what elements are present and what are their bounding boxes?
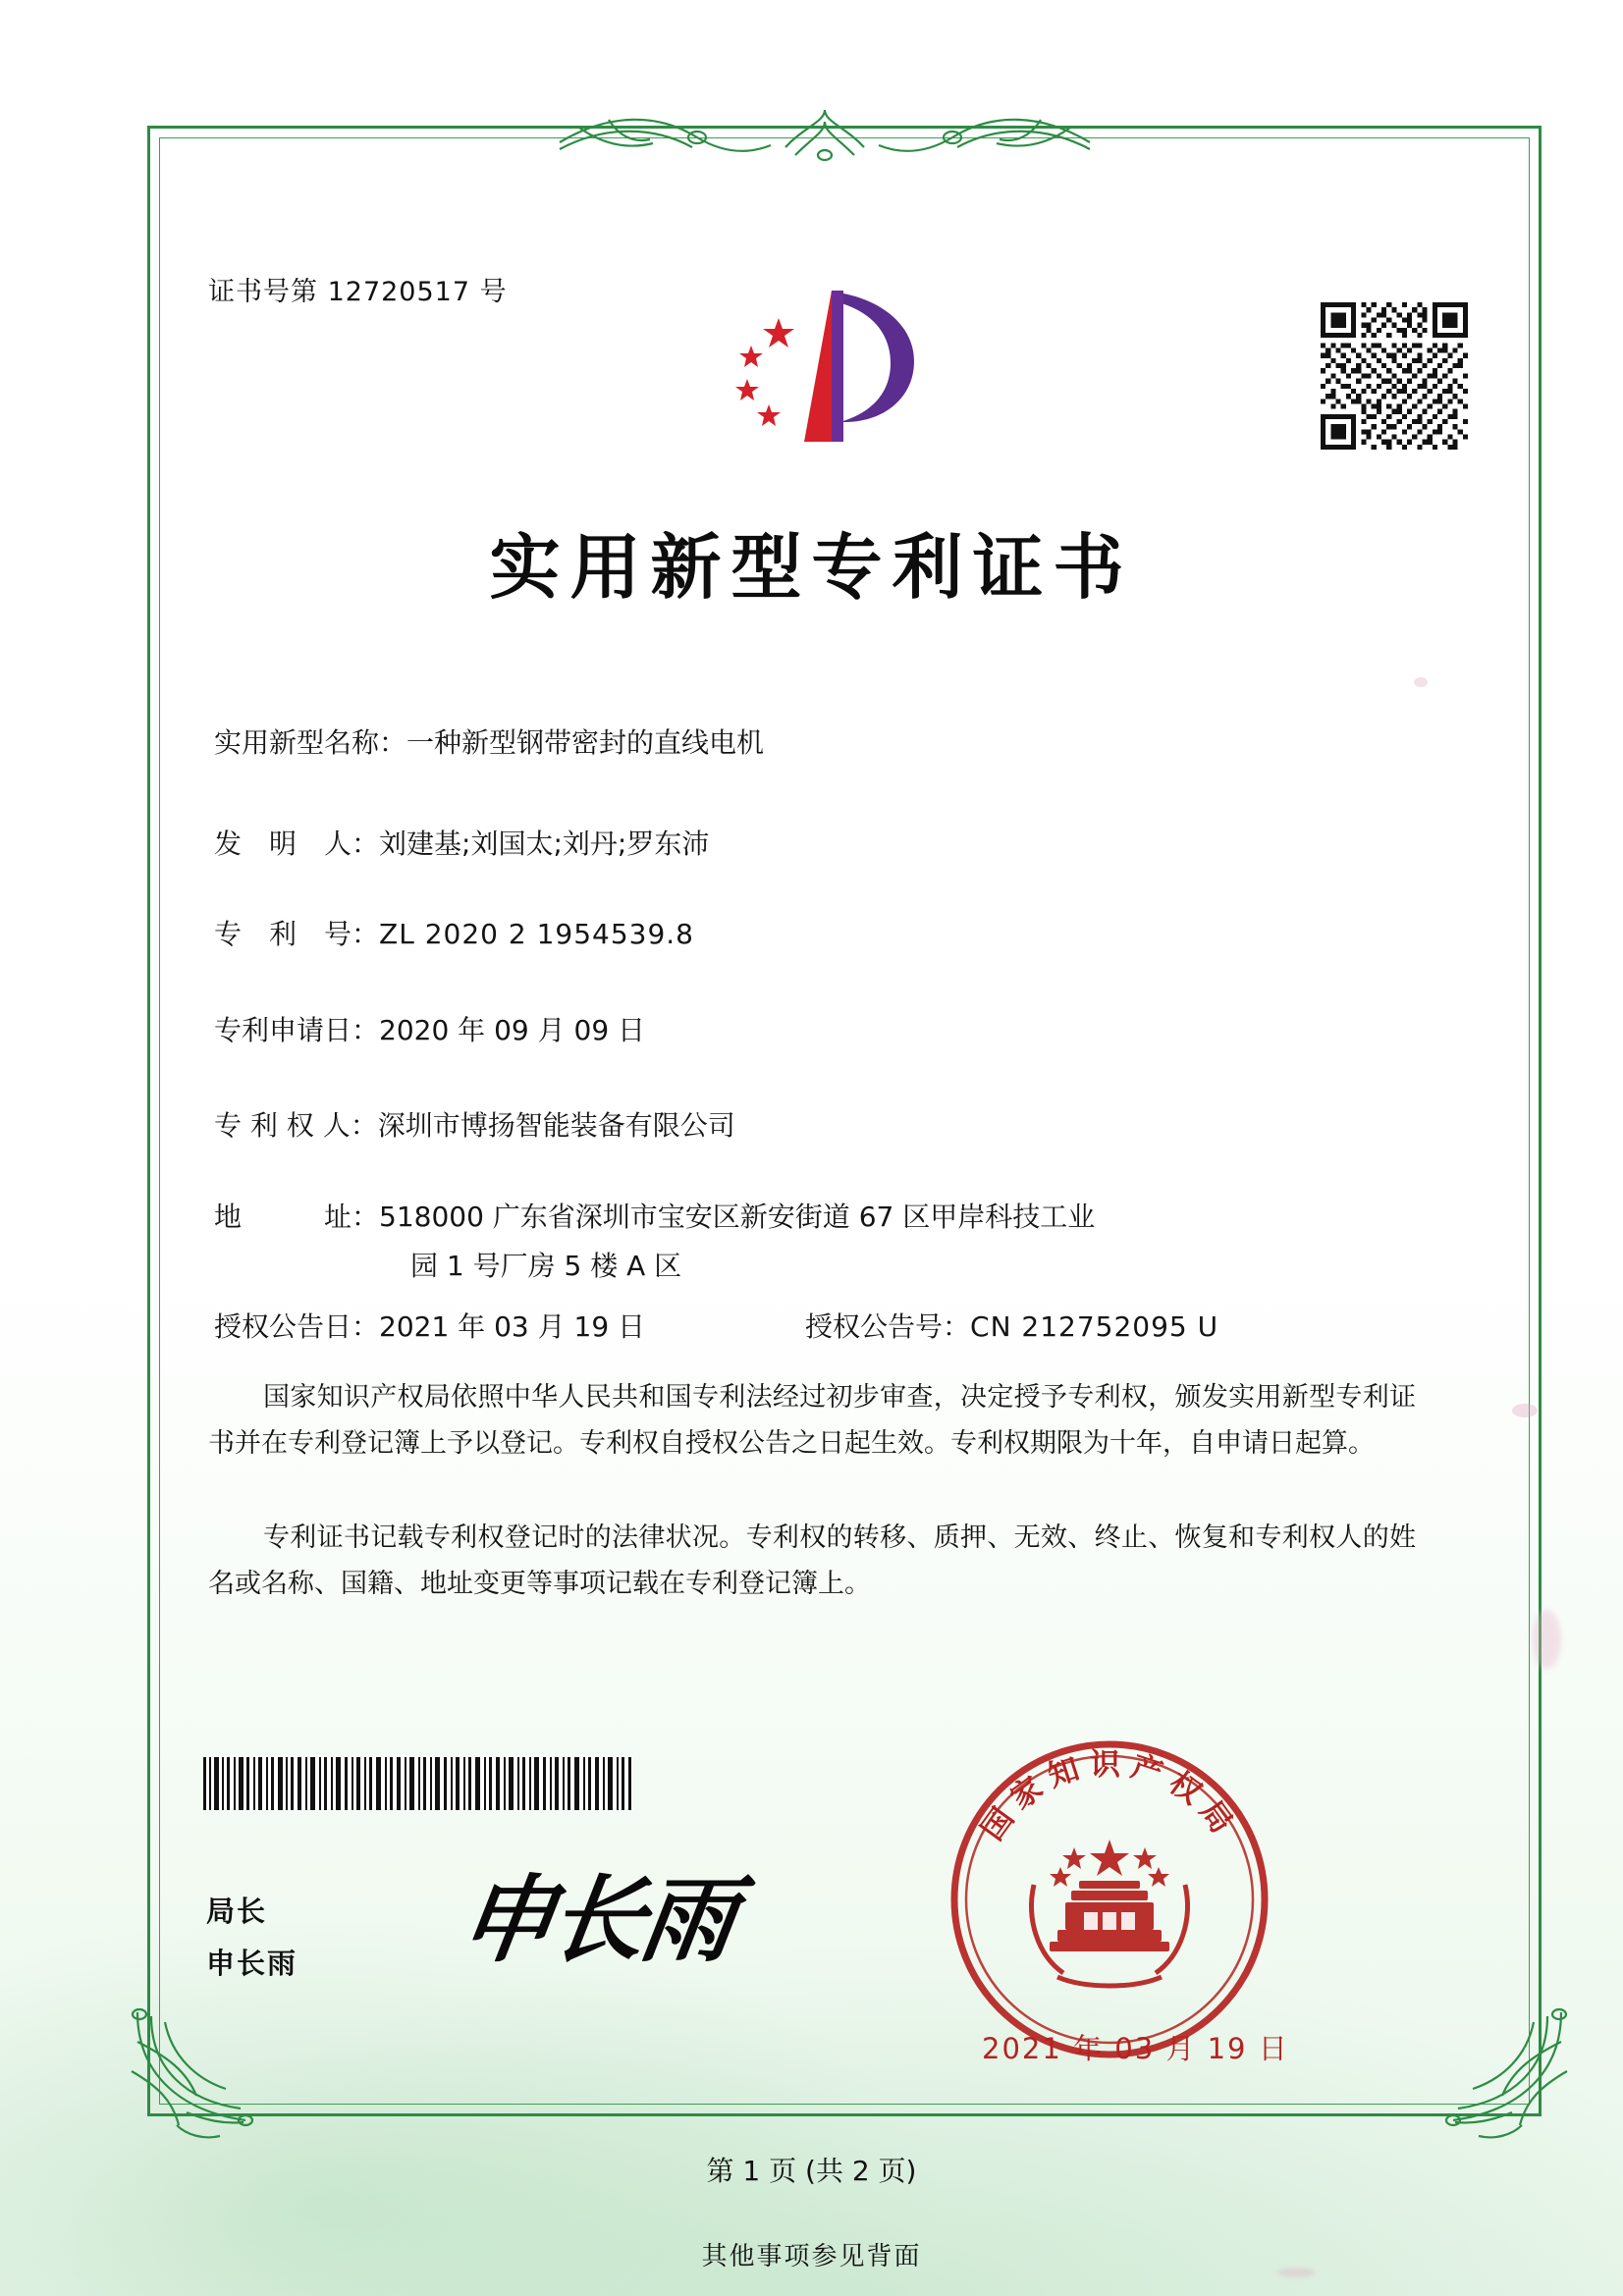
field-grant-date — [214, 1306, 645, 1345]
field-grant-number-value: CN 212752095 U — [970, 1310, 1219, 1343]
director-name: 申长雨 — [206, 1947, 298, 1980]
field-application-date-value: 2020 年 09 月 09 日 — [379, 1014, 646, 1046]
footer-note: 其他事项参见背面 — [701, 2242, 922, 2271]
page-title: 实用新型专利证书 — [489, 526, 1134, 609]
field-inventor — [214, 823, 709, 862]
field-patent-number-label: 专 利 号： — [214, 918, 380, 950]
field-utility-model-name-label: 实用新型名称： — [214, 726, 407, 759]
director-label: 局长 — [206, 1895, 268, 1928]
svg-text:国家知识产权局: 国家知识产权局 — [974, 1747, 1245, 1847]
field-grant-number-label: 授权公告号： — [805, 1310, 971, 1343]
field-inventor-label: 发 明 人： — [214, 828, 380, 860]
page-indicator: 第 1 页 (共 2 页) — [706, 2155, 917, 2187]
field-utility-model-name-value: 一种新型钢带密封的直线电机 — [406, 726, 765, 759]
legal-paragraph-1: 国家知识产权局依照中华人民共和国专利法经过初步审查，决定授予专利权，颁发实用新型专利证书并在专利登记簿上予以登记。专利权自授权公告之日起生效。专利权期限为十年，自申请日起算。 — [208, 1382, 1416, 1459]
field-application-date-label: 专利申请日： — [214, 1014, 380, 1046]
cnipa-logo-icon — [722, 285, 947, 452]
field-address-value-line1: 518000 广东省深圳市宝安区新安街道 67 区甲岸科技工业 — [379, 1201, 1096, 1233]
field-patentee-label: 专 利 权 人： — [214, 1109, 378, 1142]
field-grant-date-value: 2021 年 03 月 19 日 — [379, 1310, 646, 1343]
field-patent-number — [214, 913, 694, 952]
field-inventor-value: 刘建基;刘国太;刘丹;罗东沛 — [379, 828, 710, 860]
qr-code — [1321, 302, 1468, 450]
legal-paragraph-2: 专利证书记载专利权登记时的法律状况。专利权的转移、质押、无效、终止、恢复和专利权人的姓名或名称、国籍、地址变更等事项记载在专利登记簿上。 — [208, 1522, 1416, 1599]
field-grant-date-label: 授权公告日： — [214, 1310, 380, 1343]
field-address-line2: 园 1 号厂房 5 楼 A 区 — [410, 1250, 682, 1282]
field-utility-model-name — [214, 721, 764, 761]
field-address-label: 地 址： — [214, 1201, 380, 1233]
certificate-number: 证书号第 12720517 号 — [208, 277, 508, 307]
official-seal — [947, 1737, 1271, 2061]
barcode — [201, 1757, 633, 1810]
field-patentee — [214, 1104, 735, 1144]
seal-date: 2021 年 03 月 19 日 — [982, 2032, 1289, 2065]
field-patent-number-value: ZL 2020 2 1954539.8 — [379, 918, 694, 950]
field-address — [214, 1196, 1095, 1235]
field-grant-number — [805, 1306, 1218, 1345]
field-patentee-value: 深圳市博扬智能装备有限公司 — [377, 1109, 735, 1142]
handwritten-signature: 申长雨 — [453, 1864, 739, 1975]
field-application-date — [214, 1009, 645, 1048]
